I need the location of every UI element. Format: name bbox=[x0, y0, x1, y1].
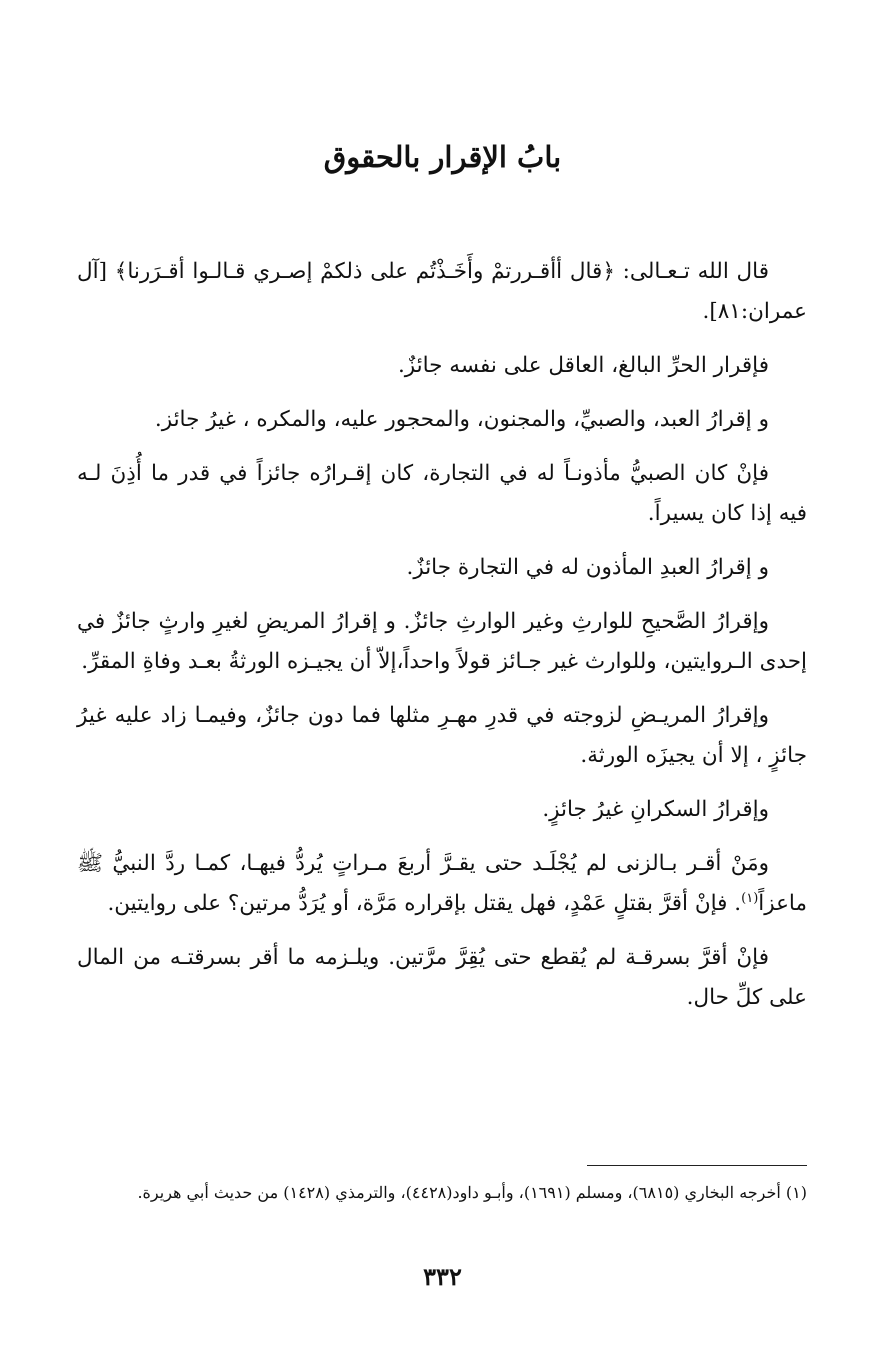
paragraph-authorized-slave: و إقرارُ العبدِ المأذون له في التجارة جائزٌ. bbox=[406, 555, 769, 580]
footnote-marker: (١) bbox=[741, 890, 759, 906]
paragraph-drunk: وإقرارُ السكرانِ غيرُ جائزٍ. bbox=[542, 797, 769, 822]
paragraph-qatl-text: . فإنْ أقرَّ بقتلٍ عَمْدٍ، فهل يقتل بإقراره مَرَّة، أو يُرَدُّ مرتين؟ على روايتين. bbox=[107, 891, 742, 916]
chapter-title: بابُ الإقرار بالحقوق bbox=[323, 140, 562, 174]
paragraph-slave-child: و إقرارُ العبد، والصبيِّ، والمجنون، والمحجور عليه، والمكره ، غيرُ جائز. bbox=[154, 407, 769, 432]
paragraph-quran-verse: قال الله تـعـالى: ﴿قال أأقـررتمْ وأَخَـذْتُم على ذلكمْ إصـري قـالـوا أقـرَرنا﴾ [آل عمران:٨١]. bbox=[77, 259, 807, 324]
paragraph-healthy-sick: وإقرارُ الصَّحيحِ للوارثِ وغير الوارثِ جائزٌ. و إقرارُ المريضِ لغيرِ وارثٍ جائزٌ في إحدى الـروايتين، وللوارث غير جـائز قولاً واحداً،إلاّ أن يجيـزه الورثةُ بعـد وفاةِ المقرِّ. bbox=[77, 609, 807, 674]
paragraph-authorized-child: فإنْ كان الصبيُّ مأذونـاً له في التجارة، كان إقـرارُه جائزاً في قدر ما أُذِنَ لـه فيه إذا كان يسيراً. bbox=[77, 461, 807, 526]
paragraph-sick-wife: وإقرارُ المريـضِ لزوجته في قدرِ مهـرِ مثلها فما دون جائزٌ، وفيمـا زاد عليه غيرُ جائزٍ ، إلا أن يجيزَه الورثة. bbox=[77, 703, 807, 768]
paragraph-zina-text: ومَنْ أقـر بـالزنى لم يُجْلَـد حتى يقـرَّ أربعَ مـراتٍ يُردُّ فيهـا، كمـا ردَّ النبيُّ ﷺ ماعزاً bbox=[77, 851, 807, 916]
main-text bbox=[77, 252, 807, 1032]
footnote-divider bbox=[587, 1165, 807, 1166]
paragraph-theft: فإنْ أقرَّ بسرقـة لم يُقطع حتى يُقِرَّ مرَّتين. ويلـزمه ما أقر بسرقتـه من المال على كلِّ حال. bbox=[77, 945, 807, 1010]
page-number: ٣٣٢ bbox=[423, 1262, 462, 1291]
paragraph-zina-qatl bbox=[77, 844, 807, 924]
footnote-text: (١) أخرجه البخاري (٦٨١٥)، ومسلم (١٦٩١)، وأبـو داود(٤٤٢٨)، والترمذي (١٤٢٨) من حديث أبي هريرة. bbox=[137, 1183, 807, 1202]
paragraph-free-adult: فإقرار الحرِّ البالغ، العاقل على نفسه جائزٌ. bbox=[397, 353, 769, 378]
